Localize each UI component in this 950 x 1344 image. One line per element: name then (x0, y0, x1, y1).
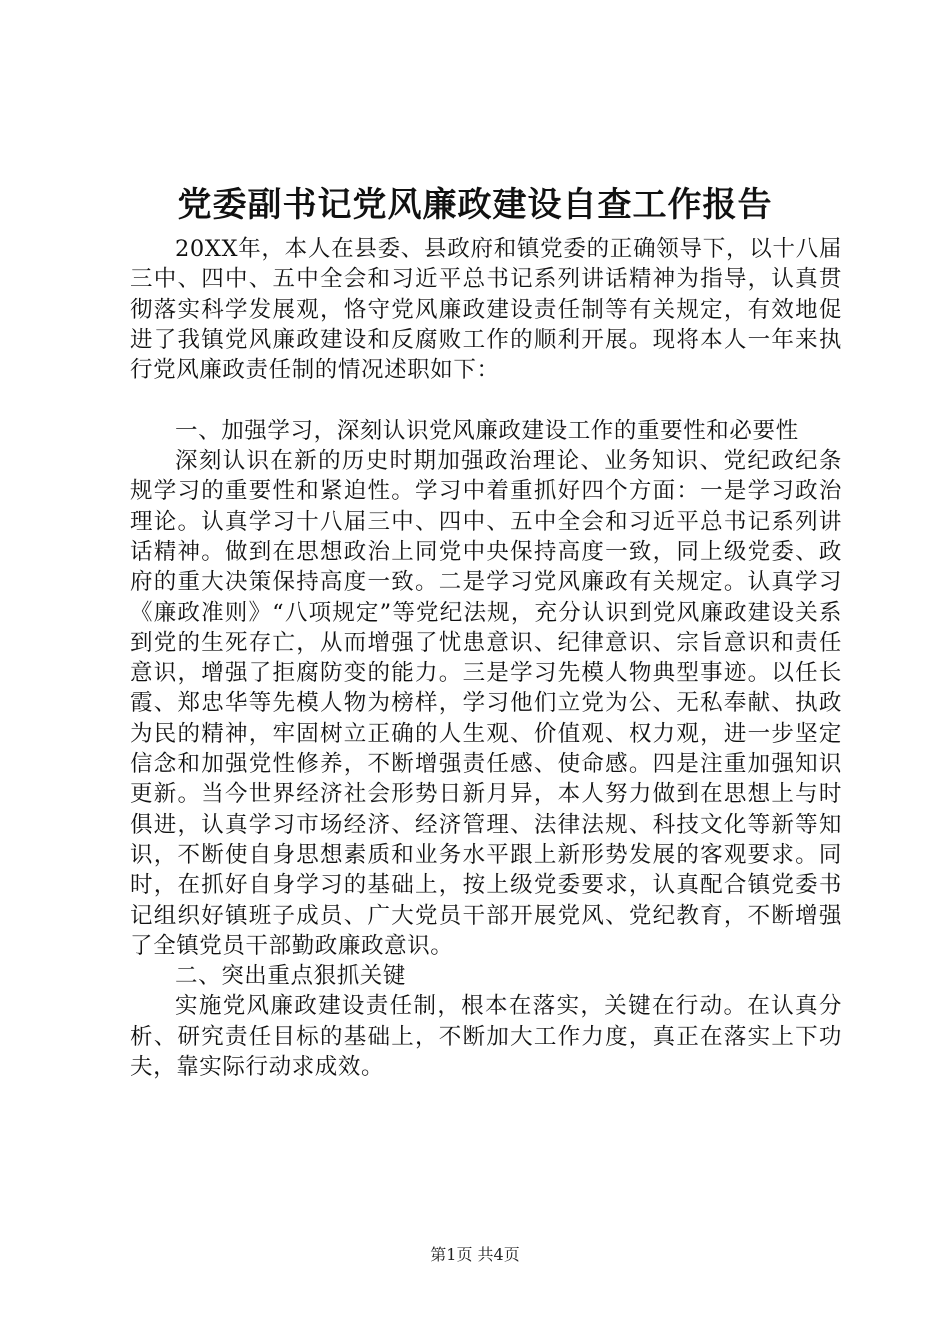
document-title: 党委副书记党风廉政建设自查工作报告 (177, 185, 773, 225)
intro-paragraph: 20XX年，本人在县委、县政府和镇党委的正确领导下，以十八届三中、四中、五中全会和习近平总书记系列讲话精神为指导，认真贯彻落实科学发展观，恪守党风廉政建设责任制等有关规定，有效地促进了我镇党风廉政建设和反腐败工作的顺利开展。现将本人一年来执行党风廉政责任制的情况述职如下： (130, 236, 842, 384)
page-footer: 第1页 共4页 (430, 1245, 520, 1264)
paragraph-spacer (130, 385, 842, 415)
section-2-paragraph: 实施党风廉政建设责任制，根本在落实，关键在行动。在认真分析、研究责任目标的基础上，不断加大工作力度，真正在落实上下功夫，靠实际行动求成效。 (130, 993, 842, 1081)
section-heading-1: 一、加强学习，深刻认识党风廉政建设工作的重要性和必要性 (175, 417, 799, 444)
section-heading-2: 二、突出重点狠抓关键 (175, 963, 407, 990)
document-body (130, 234, 842, 1082)
section-1-paragraph: 深刻认识在新的历史时期加强政治理论、业务知识、党纪政纪条规学习的重要性和紧迫性。学习中着重抓好四个方面：一是学习政治理论。认真学习十八届三中、四中、五中全会和习近平总书记系列讲话精神。做到在思想政治上同党中央保持高度一致，同上级党委、政府的重大决策保持高度一致。二是学习党风廉政有关规定。认真学习《廉政准则》“八项规定”等党纪法规，充分认识到党风廉政建设关系到党的生死存亡，从而增强了忧患意识、纪律意识、宗旨意识和责任意识，增强了拒腐防变的能力。三是学习先模人物典型事迹。以任长霞、郑忠华等先模人物为榜样，学习他们立党为公、无私奉献、执政为民的精神，牢固树立正确的人生观、价值观、权力观，进一步坚定信念和加强党性修养，不断增强责任感、使命感。四是注重加强知识更新。当今世界经济社会形势日新月异，本人努力做到在思想上与时俱进，认真学习市场经济、经济管理、法律法规、科技文化等新等知识，不断使自身思想素质和业务水平跟上新形势发展的客观要求。同时，在抓好自身学习的基础上，按上级党委要求，认真配合镇党委书记组织好镇班子成员、广大党员干部开展党风、党纪教育，不断增强了全镇党员干部勤政廉政意识。 (130, 448, 842, 959)
